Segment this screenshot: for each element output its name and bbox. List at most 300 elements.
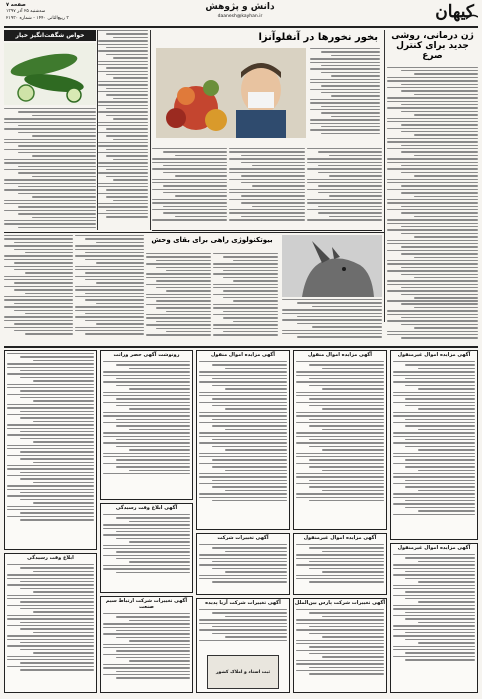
text-line xyxy=(20,478,94,479)
text-line xyxy=(387,138,478,139)
text-line xyxy=(4,320,73,321)
text-line xyxy=(106,155,149,156)
text-line xyxy=(405,398,475,399)
text-line xyxy=(223,270,278,271)
text-column xyxy=(282,299,382,343)
text-line xyxy=(156,287,211,288)
text-line xyxy=(331,95,380,96)
text-line xyxy=(387,148,478,149)
text-line xyxy=(116,630,190,631)
text-line xyxy=(387,118,478,119)
text-line xyxy=(98,206,148,207)
text-line xyxy=(414,134,478,135)
text-line xyxy=(393,574,475,575)
article-body xyxy=(310,48,380,140)
text-line xyxy=(103,412,190,413)
text-line xyxy=(116,419,190,420)
registry-stamp xyxy=(207,655,279,689)
text-line xyxy=(321,85,381,86)
text-line xyxy=(393,473,475,474)
text-line xyxy=(405,439,475,440)
text-line xyxy=(229,168,304,169)
text-line xyxy=(387,270,478,271)
text-line xyxy=(241,195,305,196)
text-line xyxy=(75,296,144,297)
ad-title: آگهی ابلاغ وقت رسیدگی xyxy=(115,505,178,511)
text-column xyxy=(199,361,287,521)
text-line xyxy=(7,574,94,575)
text-line xyxy=(405,598,475,599)
text-line xyxy=(401,212,478,213)
text-line xyxy=(7,373,94,374)
article-body-left xyxy=(4,235,144,343)
text-line xyxy=(393,635,475,636)
text-column xyxy=(296,361,384,521)
text-line xyxy=(307,189,382,190)
text-line xyxy=(321,126,381,127)
text-line xyxy=(393,503,475,504)
text-line xyxy=(18,193,96,194)
text-line xyxy=(225,551,287,552)
text-line xyxy=(321,106,381,107)
text-line xyxy=(103,402,190,403)
text-line xyxy=(18,172,96,173)
text-line xyxy=(18,206,96,207)
ad-title: آگهی مزایده اموال غیرمنقول xyxy=(397,352,471,358)
text-line xyxy=(401,70,478,71)
text-line xyxy=(309,612,384,613)
text-line xyxy=(401,84,478,85)
text-line xyxy=(20,390,94,391)
text-line xyxy=(296,558,384,559)
article-title: بخور نخورها در آنفلوآنزا xyxy=(258,32,378,43)
text-line xyxy=(387,97,478,98)
text-line xyxy=(113,159,148,160)
text-line xyxy=(393,629,475,630)
text-line xyxy=(20,458,94,459)
text-column xyxy=(7,353,94,543)
text-line xyxy=(405,486,475,487)
text-column xyxy=(307,148,382,228)
text-line xyxy=(166,290,212,291)
text-line xyxy=(4,128,96,129)
text-line xyxy=(318,172,382,173)
text-line xyxy=(20,649,94,650)
text-line xyxy=(146,253,211,254)
text-line xyxy=(212,568,287,569)
text-line xyxy=(156,321,211,322)
text-line xyxy=(152,189,227,190)
text-line xyxy=(387,80,478,81)
text-column xyxy=(387,300,478,344)
text-line xyxy=(309,633,384,634)
article-body-right xyxy=(282,299,382,343)
text-line xyxy=(163,151,227,152)
text-line xyxy=(309,581,384,582)
text-line xyxy=(85,238,144,239)
text-line xyxy=(296,564,384,565)
text-line xyxy=(98,132,148,133)
text-line xyxy=(163,165,227,166)
text-line xyxy=(7,455,94,456)
text-line xyxy=(199,640,287,641)
text-line xyxy=(229,158,304,159)
text-line xyxy=(296,544,384,545)
text-line xyxy=(96,323,144,324)
text-line xyxy=(393,554,475,555)
text-line xyxy=(103,664,190,665)
text-line xyxy=(4,316,73,317)
text-line xyxy=(296,456,384,457)
text-line xyxy=(199,473,287,474)
text-line xyxy=(7,598,94,599)
text-line xyxy=(33,380,94,381)
text-line xyxy=(329,195,382,196)
text-line xyxy=(85,259,144,260)
text-line xyxy=(103,534,190,535)
text-line xyxy=(96,242,144,243)
text-line xyxy=(199,361,287,362)
text-line xyxy=(4,220,96,221)
text-line xyxy=(387,300,478,301)
text-line xyxy=(393,463,475,464)
text-line xyxy=(33,571,94,572)
text-line xyxy=(393,625,475,626)
text-line xyxy=(321,51,381,52)
text-line xyxy=(393,493,475,494)
text-line xyxy=(152,202,227,203)
text-line xyxy=(322,388,384,389)
text-line xyxy=(233,260,279,261)
text-line xyxy=(387,128,478,129)
text-column xyxy=(213,253,278,343)
text-line xyxy=(329,155,382,156)
text-line xyxy=(113,77,148,78)
text-line xyxy=(229,179,304,180)
text-line xyxy=(401,185,478,186)
text-line xyxy=(296,493,384,494)
text-line xyxy=(7,495,94,496)
text-line xyxy=(296,619,384,620)
article-rhino xyxy=(4,235,382,343)
text-line xyxy=(32,196,96,197)
text-line xyxy=(116,364,190,365)
text-line xyxy=(106,189,149,190)
text-column xyxy=(98,30,148,228)
text-line xyxy=(85,333,144,334)
article-allergy xyxy=(152,30,382,145)
text-line xyxy=(241,216,305,217)
text-line xyxy=(113,200,148,201)
text-line xyxy=(7,387,94,388)
text-line xyxy=(116,517,190,518)
text-line xyxy=(297,316,382,317)
text-line xyxy=(405,419,475,420)
text-line xyxy=(212,480,287,481)
text-line xyxy=(241,175,305,176)
text-line xyxy=(213,314,278,315)
text-line xyxy=(387,77,478,78)
text-line xyxy=(116,378,190,379)
text-line xyxy=(199,432,287,433)
text-line xyxy=(331,75,380,76)
text-line xyxy=(229,212,304,213)
text-line xyxy=(163,185,227,186)
text-line xyxy=(312,326,382,327)
text-line xyxy=(296,432,384,433)
ad-box xyxy=(293,598,387,693)
text-line xyxy=(20,431,94,432)
text-line xyxy=(7,584,94,585)
text-line xyxy=(199,554,287,555)
text-line xyxy=(14,289,73,290)
text-line xyxy=(405,466,475,467)
text-line xyxy=(98,91,148,92)
text-line xyxy=(33,421,94,422)
ad-box xyxy=(4,350,97,550)
text-line xyxy=(213,307,278,308)
text-line xyxy=(418,449,475,450)
text-line xyxy=(33,632,94,633)
text-line xyxy=(199,415,287,416)
text-line xyxy=(25,252,73,253)
text-line xyxy=(7,367,94,368)
text-line xyxy=(199,381,287,382)
text-line xyxy=(212,364,287,365)
text-line xyxy=(309,667,384,668)
text-line xyxy=(414,257,478,258)
text-line xyxy=(309,646,384,647)
text-line xyxy=(199,564,287,565)
text-line xyxy=(7,516,94,517)
text-line xyxy=(233,300,279,301)
text-line xyxy=(414,94,478,95)
text-line xyxy=(310,79,380,80)
text-line xyxy=(33,591,94,592)
text-line xyxy=(33,400,94,401)
text-line xyxy=(106,88,149,89)
text-line xyxy=(401,206,478,207)
text-line xyxy=(7,434,94,435)
text-line xyxy=(98,152,148,153)
text-line xyxy=(4,169,96,170)
text-line xyxy=(310,123,380,124)
text-line xyxy=(98,30,148,31)
text-column xyxy=(229,148,304,228)
text-line xyxy=(199,456,287,457)
text-line xyxy=(116,677,190,678)
date-line-2: ۳ ربیع‌الثانی ۱۴۴۰ - شماره ۲۱۹۳۰ xyxy=(6,16,69,21)
text-line xyxy=(309,459,384,460)
text-line xyxy=(75,249,144,250)
text-line xyxy=(393,442,475,443)
text-line xyxy=(98,145,148,146)
text-line xyxy=(401,172,478,173)
text-line xyxy=(103,375,190,376)
text-line xyxy=(7,618,94,619)
text-line xyxy=(322,551,384,552)
text-column xyxy=(387,67,478,307)
text-line xyxy=(116,558,190,559)
text-line xyxy=(393,436,475,437)
text-line xyxy=(20,356,94,357)
text-line xyxy=(401,90,478,91)
text-line xyxy=(213,253,278,254)
text-line xyxy=(318,165,382,166)
text-line xyxy=(18,227,96,228)
text-line xyxy=(321,65,381,66)
text-line xyxy=(212,633,287,634)
text-line xyxy=(296,497,384,498)
text-line xyxy=(387,101,478,102)
text-line xyxy=(32,155,96,156)
text-line xyxy=(310,68,380,69)
text-line xyxy=(310,58,380,59)
text-line xyxy=(401,124,478,125)
text-line xyxy=(405,557,475,558)
text-line xyxy=(146,294,211,295)
text-line xyxy=(225,571,287,572)
text-line xyxy=(418,510,475,511)
text-line xyxy=(296,392,384,393)
text-line xyxy=(405,639,475,640)
text-line xyxy=(4,299,73,300)
text-line xyxy=(309,626,384,627)
text-line xyxy=(33,441,94,442)
text-line xyxy=(7,564,94,565)
left-top-column xyxy=(98,30,148,228)
article-title: ژن درمانی، روشی جدید برای کنترل صرع xyxy=(391,31,474,61)
text-line xyxy=(213,328,278,329)
text-line xyxy=(25,293,73,294)
text-line xyxy=(296,402,384,403)
text-line xyxy=(405,446,475,447)
text-line xyxy=(414,327,478,328)
text-line xyxy=(103,361,190,362)
text-column xyxy=(296,544,384,592)
text-line xyxy=(199,544,287,545)
text-line xyxy=(7,595,94,596)
text-line xyxy=(322,571,384,572)
text-line xyxy=(309,547,384,548)
text-line xyxy=(152,219,227,220)
text-line xyxy=(405,364,475,365)
text-line xyxy=(223,297,278,298)
text-line xyxy=(103,565,190,566)
text-line xyxy=(212,446,287,447)
ad-title: آگهی مزایده اموال غیرمنقول xyxy=(303,535,377,541)
text-line xyxy=(387,219,478,220)
text-line xyxy=(20,581,94,582)
text-line xyxy=(20,451,94,452)
text-line xyxy=(199,578,287,579)
text-line xyxy=(414,155,478,156)
text-line xyxy=(233,321,279,322)
text-line xyxy=(405,618,475,619)
text-line xyxy=(252,165,305,166)
text-line xyxy=(20,370,94,371)
text-line xyxy=(152,158,227,159)
text-line xyxy=(212,486,287,487)
text-line xyxy=(4,159,96,160)
text-line xyxy=(199,619,287,620)
ad-title: آگهی مزایده اموال منقول xyxy=(307,352,373,358)
text-line xyxy=(229,209,304,210)
newspaper-logo: کیهان xyxy=(435,2,474,22)
text-line xyxy=(223,331,278,332)
text-line xyxy=(309,673,384,674)
text-line xyxy=(309,446,384,447)
text-line xyxy=(33,502,94,503)
text-line xyxy=(7,363,94,364)
text-line xyxy=(106,108,149,109)
text-column xyxy=(4,108,96,234)
text-line xyxy=(103,674,190,675)
text-column xyxy=(393,554,475,674)
text-line xyxy=(199,371,287,372)
text-line xyxy=(32,217,96,218)
text-line xyxy=(418,388,475,389)
text-line xyxy=(405,405,475,406)
text-line xyxy=(387,158,478,159)
text-line xyxy=(25,272,73,273)
text-line xyxy=(387,310,478,311)
ad-box xyxy=(293,350,387,530)
text-line xyxy=(129,640,190,641)
text-line xyxy=(20,588,94,589)
text-line xyxy=(405,459,475,460)
text-line xyxy=(401,274,478,275)
text-line xyxy=(146,334,211,335)
text-line xyxy=(223,290,278,291)
text-line xyxy=(393,585,475,586)
text-column xyxy=(75,235,144,343)
text-line xyxy=(418,470,475,471)
text-line xyxy=(405,591,475,592)
text-line xyxy=(212,378,287,379)
text-line xyxy=(156,280,211,281)
text-column xyxy=(199,609,287,649)
text-line xyxy=(75,255,144,256)
text-line xyxy=(393,615,475,616)
text-line xyxy=(212,547,287,548)
text-line xyxy=(7,384,94,385)
text-line xyxy=(85,279,144,280)
text-line xyxy=(199,483,287,484)
text-line xyxy=(116,446,190,447)
text-line xyxy=(98,40,148,41)
article-cucumber xyxy=(4,30,96,228)
text-line xyxy=(4,286,73,287)
text-line xyxy=(387,189,478,190)
text-line xyxy=(199,442,287,443)
text-line xyxy=(103,473,190,474)
text-column xyxy=(7,564,94,684)
text-line xyxy=(175,216,228,217)
text-line xyxy=(152,182,227,183)
text-line xyxy=(146,324,211,325)
ad-box xyxy=(196,533,290,595)
text-line xyxy=(4,255,73,256)
text-line xyxy=(106,74,149,75)
text-line xyxy=(387,240,478,241)
text-line xyxy=(152,168,227,169)
text-line xyxy=(296,483,384,484)
text-line xyxy=(322,656,384,657)
text-line xyxy=(163,212,227,213)
text-line xyxy=(7,414,94,415)
text-line xyxy=(98,44,148,45)
